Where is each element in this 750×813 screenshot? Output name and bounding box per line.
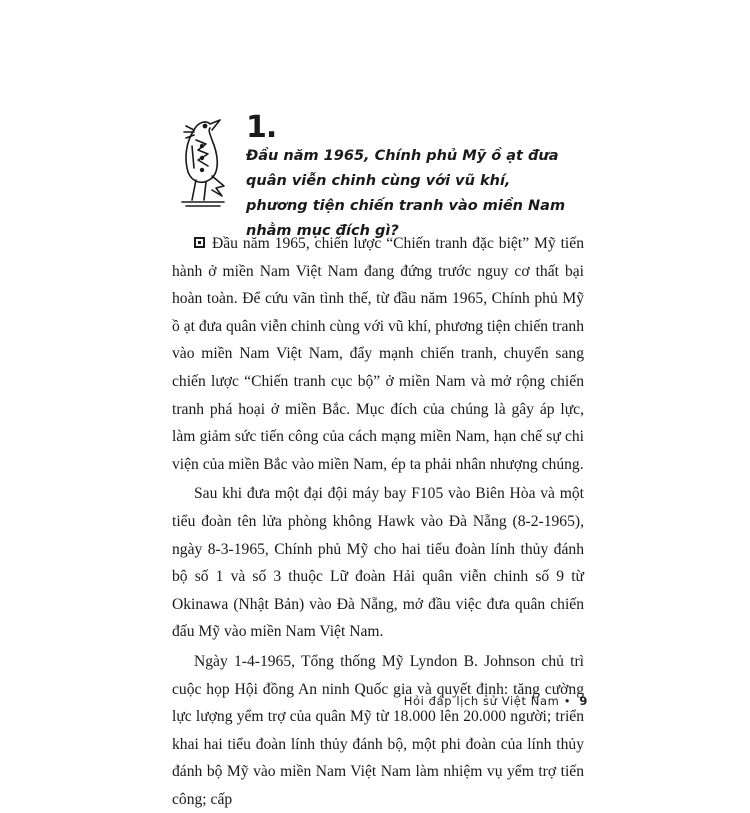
answer-paragraph: Ngày 1-4-1965, Tổng thống Mỹ Lyndon B. Johnson chủ trì cuộc họp Hội đồng An ninh Quốc gia và quyết định: tăng cường lực lượng yểm trợ của quân Mỹ từ 18.000 lên 20.000 người; triển khai hai tiểu đoàn lính thủy đánh bộ, một phi đoàn của lính thủy đánh bộ Mỹ vào miền Nam Việt Nam làm nhiệm vụ yểm trợ tiến công; cấp xyxy=(172,652,584,808)
bird-illustration-icon xyxy=(172,116,234,212)
question-number: 1. xyxy=(246,110,277,145)
footer-separator: • xyxy=(563,694,572,708)
question-text: Đầu năm 1965, Chính phủ Mỹ ồ ạt đưa quân viễn chinh cùng với vũ khí, phương tiện chiến tranh vào miền Nam nhằm mục đích gì? xyxy=(246,148,566,239)
answer-paragraph: Đầu năm 1965, chiến lược “Chiến tranh đặc biệt” Mỹ tiến hành ở miền Nam Việt Nam đang đứng trước nguy cơ thất bại hoàn toàn. Để cứu vãn tình thế, từ đầu năm 1965, Chính phủ Mỹ ồ ạt đưa quân viễn chinh cùng với vũ khí, phương tiện chiến tranh vào miền Nam Việt Nam, đẩy mạnh chiến tranh, chuyển sang chiến lược “Chiến tranh cục bộ” ở miền Nam và mở rộng chiến tranh phá hoại ở miền Bắc. Mục đích của chúng là gây áp lực, làm giảm sức tiến công của cách mạng miền Nam, hạn chế sự chi viện của miền Bắc vào miền Nam, ép ta phải nhân nhượng chúng. xyxy=(172,235,584,473)
answer-body xyxy=(172,230,584,813)
answer-paragraph: Sau khi đưa một đại đội máy bay F105 vào Biên Hòa và một tiểu đoàn tên lửa phòng không Hawk vào Đà Nẵng (8-2-1965), ngày 8-3-1965, Chính phủ Mỹ cho hai tiểu đoàn lính thủy đánh bộ số 1 và số 3 thuộc Lữ đoàn Hải quân viễn chinh số 9 từ Okinawa (Nhật Bản) vào Đà Nẵng, mở đầu việc đưa quân chiến đấu Mỹ vào miền Nam Việt Nam. xyxy=(172,485,584,641)
square-bullet-icon xyxy=(194,237,205,248)
page-footer xyxy=(404,694,588,708)
running-title: Hỏi đáp lịch sử Việt Nam xyxy=(403,694,560,708)
page-number: 9 xyxy=(579,694,588,708)
